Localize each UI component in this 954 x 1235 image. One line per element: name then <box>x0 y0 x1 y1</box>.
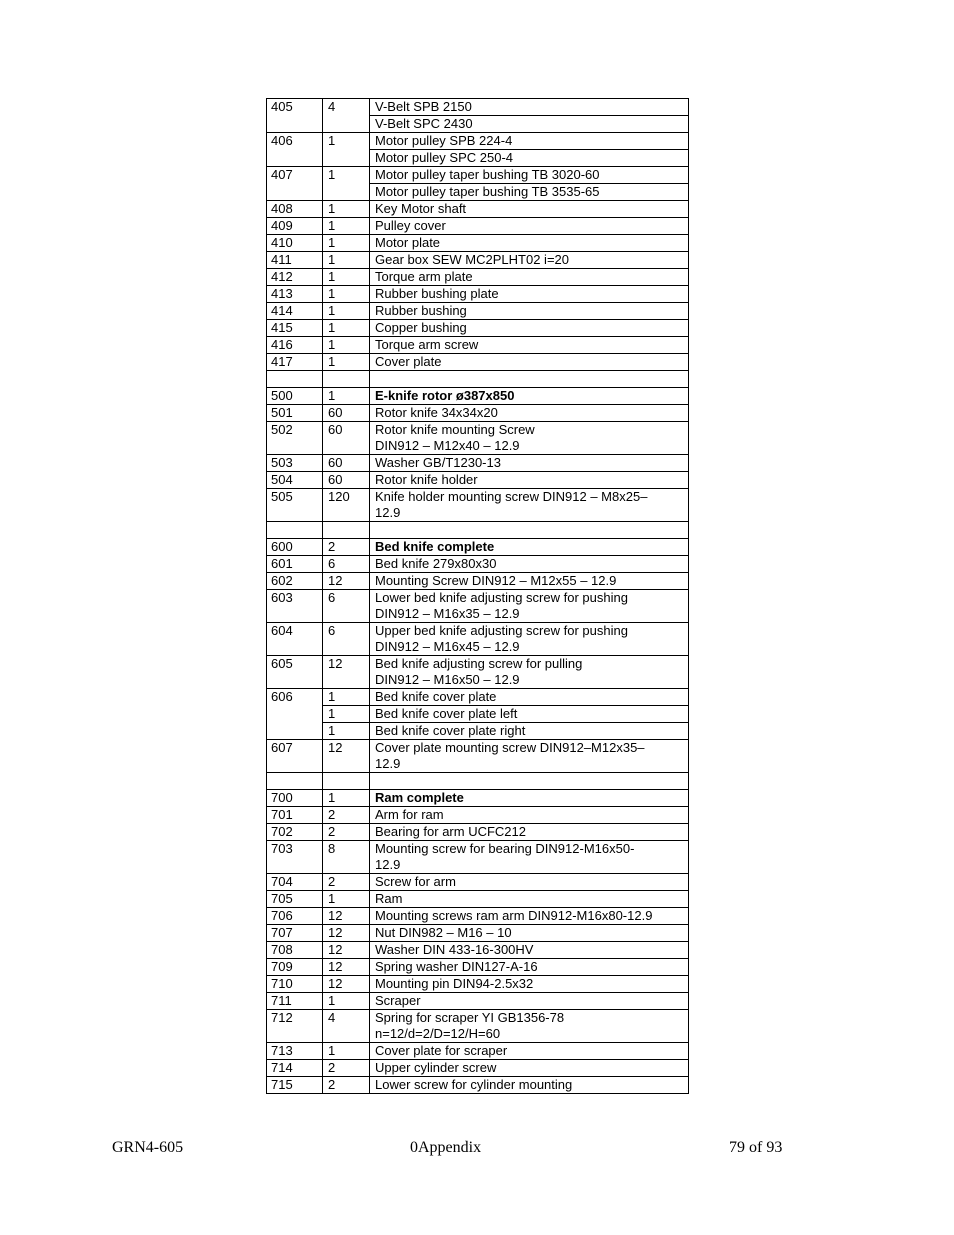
description-cell: Rubber bushing <box>370 303 689 320</box>
description-cell: Mounting Screw DIN912 – M12x55 – 12.9 <box>370 573 689 590</box>
quantity-cell <box>323 371 370 388</box>
table-row <box>267 539 689 556</box>
description-cell: Motor pulley SPB 224-4 <box>370 133 689 150</box>
quantity-cell: 1 <box>323 269 370 286</box>
quantity-cell: 1 <box>323 891 370 908</box>
description-cell: Rotor knife holder <box>370 472 689 489</box>
description-cell: Upper bed knife adjusting screw for pushing DIN912 – M16x45 – 12.9 <box>370 623 689 656</box>
parts-table-body <box>267 99 689 1094</box>
description-cell: V-Belt SPB 2150 <box>370 99 689 116</box>
table-row <box>267 1077 689 1094</box>
position-cell: 410 <box>267 235 323 252</box>
description-cell: Torque arm screw <box>370 337 689 354</box>
description-cell: Bed knife cover plate left <box>370 706 689 723</box>
quantity-cell: 1 <box>323 201 370 218</box>
description-cell: Bed knife 279x80x30 <box>370 556 689 573</box>
quantity-cell: 1 <box>323 723 370 740</box>
position-cell: 607 <box>267 740 323 773</box>
table-row <box>267 874 689 891</box>
position-cell: 708 <box>267 942 323 959</box>
table-row <box>267 1043 689 1060</box>
description-cell: Copper bushing <box>370 320 689 337</box>
table-row <box>267 201 689 218</box>
quantity-cell: 12 <box>323 959 370 976</box>
table-row <box>267 790 689 807</box>
quantity-cell: 1 <box>323 337 370 354</box>
description-cell <box>370 773 689 790</box>
position-cell: 712 <box>267 1010 323 1043</box>
quantity-cell: 60 <box>323 472 370 489</box>
description-cell: Washer GB/T1230-13 <box>370 455 689 472</box>
quantity-cell: 12 <box>323 976 370 993</box>
position-cell: 501 <box>267 405 323 422</box>
table-row <box>267 925 689 942</box>
description-cell: Cover plate for scraper <box>370 1043 689 1060</box>
quantity-cell: 2 <box>323 824 370 841</box>
table-row <box>267 167 689 184</box>
position-cell: 411 <box>267 252 323 269</box>
description-cell: Spring for scraper YI GB1356-78 n=12/d=2/D=12/H=60 <box>370 1010 689 1043</box>
table-row <box>267 388 689 405</box>
quantity-cell: 1 <box>323 235 370 252</box>
table-row <box>267 993 689 1010</box>
table-row <box>267 824 689 841</box>
table-row <box>267 706 689 723</box>
quantity-cell: 8 <box>323 841 370 874</box>
position-cell: 416 <box>267 337 323 354</box>
quantity-cell: 1 <box>323 286 370 303</box>
position-cell <box>267 371 323 388</box>
parts-table <box>266 98 689 1094</box>
description-cell: Motor pulley taper bushing TB 3020-60 <box>370 167 689 184</box>
quantity-cell: 1 <box>323 689 370 706</box>
description-cell: Pulley cover <box>370 218 689 235</box>
quantity-cell: 1 <box>323 133 370 167</box>
quantity-cell: 6 <box>323 623 370 656</box>
quantity-cell: 60 <box>323 422 370 455</box>
position-cell: 406 <box>267 133 323 167</box>
table-row <box>267 976 689 993</box>
quantity-cell: 1 <box>323 993 370 1010</box>
table-row <box>267 522 689 539</box>
position-cell: 605 <box>267 656 323 689</box>
table-row <box>267 841 689 874</box>
position-cell: 700 <box>267 790 323 807</box>
table-row <box>267 218 689 235</box>
position-cell: 714 <box>267 1060 323 1077</box>
position-cell: 702 <box>267 824 323 841</box>
table-row <box>267 908 689 925</box>
position-cell: 715 <box>267 1077 323 1094</box>
position-cell: 408 <box>267 201 323 218</box>
table-row <box>267 1010 689 1043</box>
quantity-cell: 1 <box>323 1043 370 1060</box>
position-cell: 709 <box>267 959 323 976</box>
footer-document-id: GRN4-605 <box>112 1139 184 1156</box>
quantity-cell: 4 <box>323 1010 370 1043</box>
table-row <box>267 573 689 590</box>
position-cell: 603 <box>267 590 323 623</box>
position-cell: 703 <box>267 841 323 874</box>
table-row <box>267 99 689 116</box>
quantity-cell: 120 <box>323 489 370 522</box>
table-row <box>267 235 689 252</box>
position-cell: 414 <box>267 303 323 320</box>
footer-section-title: 0Appendix <box>410 1139 482 1156</box>
description-cell <box>370 371 689 388</box>
description-cell: Rotor knife mounting Screw DIN912 – M12x40 – 12.9 <box>370 422 689 455</box>
table-row <box>267 422 689 455</box>
position-cell: 415 <box>267 320 323 337</box>
description-cell: Cover plate mounting screw DIN912–M12x35– 12.9 <box>370 740 689 773</box>
table-row <box>267 891 689 908</box>
description-cell: Scraper <box>370 993 689 1010</box>
description-cell: Lower screw for cylinder mounting <box>370 1077 689 1094</box>
description-cell: Mounting pin DIN94-2.5x32 <box>370 976 689 993</box>
description-cell: Nut DIN982 – M16 – 10 <box>370 925 689 942</box>
table-row <box>267 556 689 573</box>
position-cell: 604 <box>267 623 323 656</box>
quantity-cell: 1 <box>323 388 370 405</box>
table-row <box>267 656 689 689</box>
quantity-cell <box>323 773 370 790</box>
quantity-cell: 2 <box>323 874 370 891</box>
table-row <box>267 286 689 303</box>
description-cell: Bearing for arm UCFC212 <box>370 824 689 841</box>
quantity-cell: 12 <box>323 942 370 959</box>
description-cell: V-Belt SPC 2430 <box>370 116 689 133</box>
description-cell: Rotor knife 34x34x20 <box>370 405 689 422</box>
table-row <box>267 942 689 959</box>
table-row <box>267 405 689 422</box>
footer-page-number: 79 of 93 <box>729 1139 783 1156</box>
description-cell: Motor plate <box>370 235 689 252</box>
position-cell: 701 <box>267 807 323 824</box>
description-cell: Bed knife complete <box>370 539 689 556</box>
table-row <box>267 590 689 623</box>
position-cell: 407 <box>267 167 323 201</box>
description-cell: Rubber bushing plate <box>370 286 689 303</box>
position-cell: 713 <box>267 1043 323 1060</box>
table-row <box>267 337 689 354</box>
description-cell: Mounting screw for bearing DIN912-M16x50- 12.9 <box>370 841 689 874</box>
quantity-cell: 2 <box>323 1077 370 1094</box>
description-cell: Mounting screws ram arm DIN912-M16x80-12.9 <box>370 908 689 925</box>
table-row <box>267 133 689 150</box>
quantity-cell: 1 <box>323 790 370 807</box>
description-cell: Washer DIN 433-16-300HV <box>370 942 689 959</box>
position-cell: 707 <box>267 925 323 942</box>
description-cell: Spring washer DIN127-A-16 <box>370 959 689 976</box>
quantity-cell: 1 <box>323 706 370 723</box>
position-cell: 705 <box>267 891 323 908</box>
position-cell: 706 <box>267 908 323 925</box>
position-cell: 704 <box>267 874 323 891</box>
description-cell: Gear box SEW MC2PLHT02 i=20 <box>370 252 689 269</box>
quantity-cell: 60 <box>323 405 370 422</box>
quantity-cell: 2 <box>323 539 370 556</box>
description-cell: Ram <box>370 891 689 908</box>
position-cell: 500 <box>267 388 323 405</box>
table-row <box>267 489 689 522</box>
quantity-cell: 12 <box>323 656 370 689</box>
quantity-cell: 1 <box>323 303 370 320</box>
table-row <box>267 455 689 472</box>
position-cell: 412 <box>267 269 323 286</box>
position-cell: 504 <box>267 472 323 489</box>
table-row <box>267 472 689 489</box>
quantity-cell: 6 <box>323 590 370 623</box>
position-cell: 601 <box>267 556 323 573</box>
description-cell: Upper cylinder screw <box>370 1060 689 1077</box>
table-row <box>267 320 689 337</box>
table-row <box>267 723 689 740</box>
quantity-cell: 1 <box>323 320 370 337</box>
description-cell: Arm for ram <box>370 807 689 824</box>
position-cell: 413 <box>267 286 323 303</box>
table-row <box>267 689 689 706</box>
description-cell: E-knife rotor ø387x850 <box>370 388 689 405</box>
table-row <box>267 773 689 790</box>
quantity-cell: 12 <box>323 925 370 942</box>
quantity-cell: 12 <box>323 573 370 590</box>
description-cell: Ram complete <box>370 790 689 807</box>
position-cell: 711 <box>267 993 323 1010</box>
table-row <box>267 269 689 286</box>
position-cell: 417 <box>267 354 323 371</box>
quantity-cell: 1 <box>323 218 370 235</box>
position-cell: 409 <box>267 218 323 235</box>
quantity-cell <box>323 522 370 539</box>
table-row <box>267 252 689 269</box>
description-cell: Torque arm plate <box>370 269 689 286</box>
quantity-cell: 12 <box>323 740 370 773</box>
position-cell: 502 <box>267 422 323 455</box>
description-cell: Screw for arm <box>370 874 689 891</box>
quantity-cell: 1 <box>323 252 370 269</box>
position-cell: 606 <box>267 689 323 740</box>
position-cell <box>267 773 323 790</box>
table-row <box>267 740 689 773</box>
description-cell: Bed knife adjusting screw for pulling DIN912 – M16x50 – 12.9 <box>370 656 689 689</box>
description-cell: Lower bed knife adjusting screw for pushing DIN912 – M16x35 – 12.9 <box>370 590 689 623</box>
position-cell: 405 <box>267 99 323 133</box>
description-cell <box>370 522 689 539</box>
position-cell: 503 <box>267 455 323 472</box>
quantity-cell: 1 <box>323 354 370 371</box>
position-cell: 710 <box>267 976 323 993</box>
description-cell: Cover plate <box>370 354 689 371</box>
quantity-cell: 1 <box>323 167 370 201</box>
description-cell: Bed knife cover plate right <box>370 723 689 740</box>
table-row <box>267 959 689 976</box>
position-cell: 602 <box>267 573 323 590</box>
table-row <box>267 354 689 371</box>
description-cell: Key Motor shaft <box>370 201 689 218</box>
quantity-cell: 2 <box>323 1060 370 1077</box>
quantity-cell: 12 <box>323 908 370 925</box>
description-cell: Bed knife cover plate <box>370 689 689 706</box>
table-row <box>267 303 689 320</box>
table-row <box>267 371 689 388</box>
table-row <box>267 807 689 824</box>
table-row <box>267 1060 689 1077</box>
position-cell <box>267 522 323 539</box>
quantity-cell: 4 <box>323 99 370 133</box>
quantity-cell: 2 <box>323 807 370 824</box>
table-row <box>267 623 689 656</box>
quantity-cell: 60 <box>323 455 370 472</box>
description-cell: Motor pulley SPC 250-4 <box>370 150 689 167</box>
position-cell: 600 <box>267 539 323 556</box>
description-cell: Motor pulley taper bushing TB 3535-65 <box>370 184 689 201</box>
description-cell: Knife holder mounting screw DIN912 – M8x25– 12.9 <box>370 489 689 522</box>
quantity-cell: 6 <box>323 556 370 573</box>
position-cell: 505 <box>267 489 323 522</box>
